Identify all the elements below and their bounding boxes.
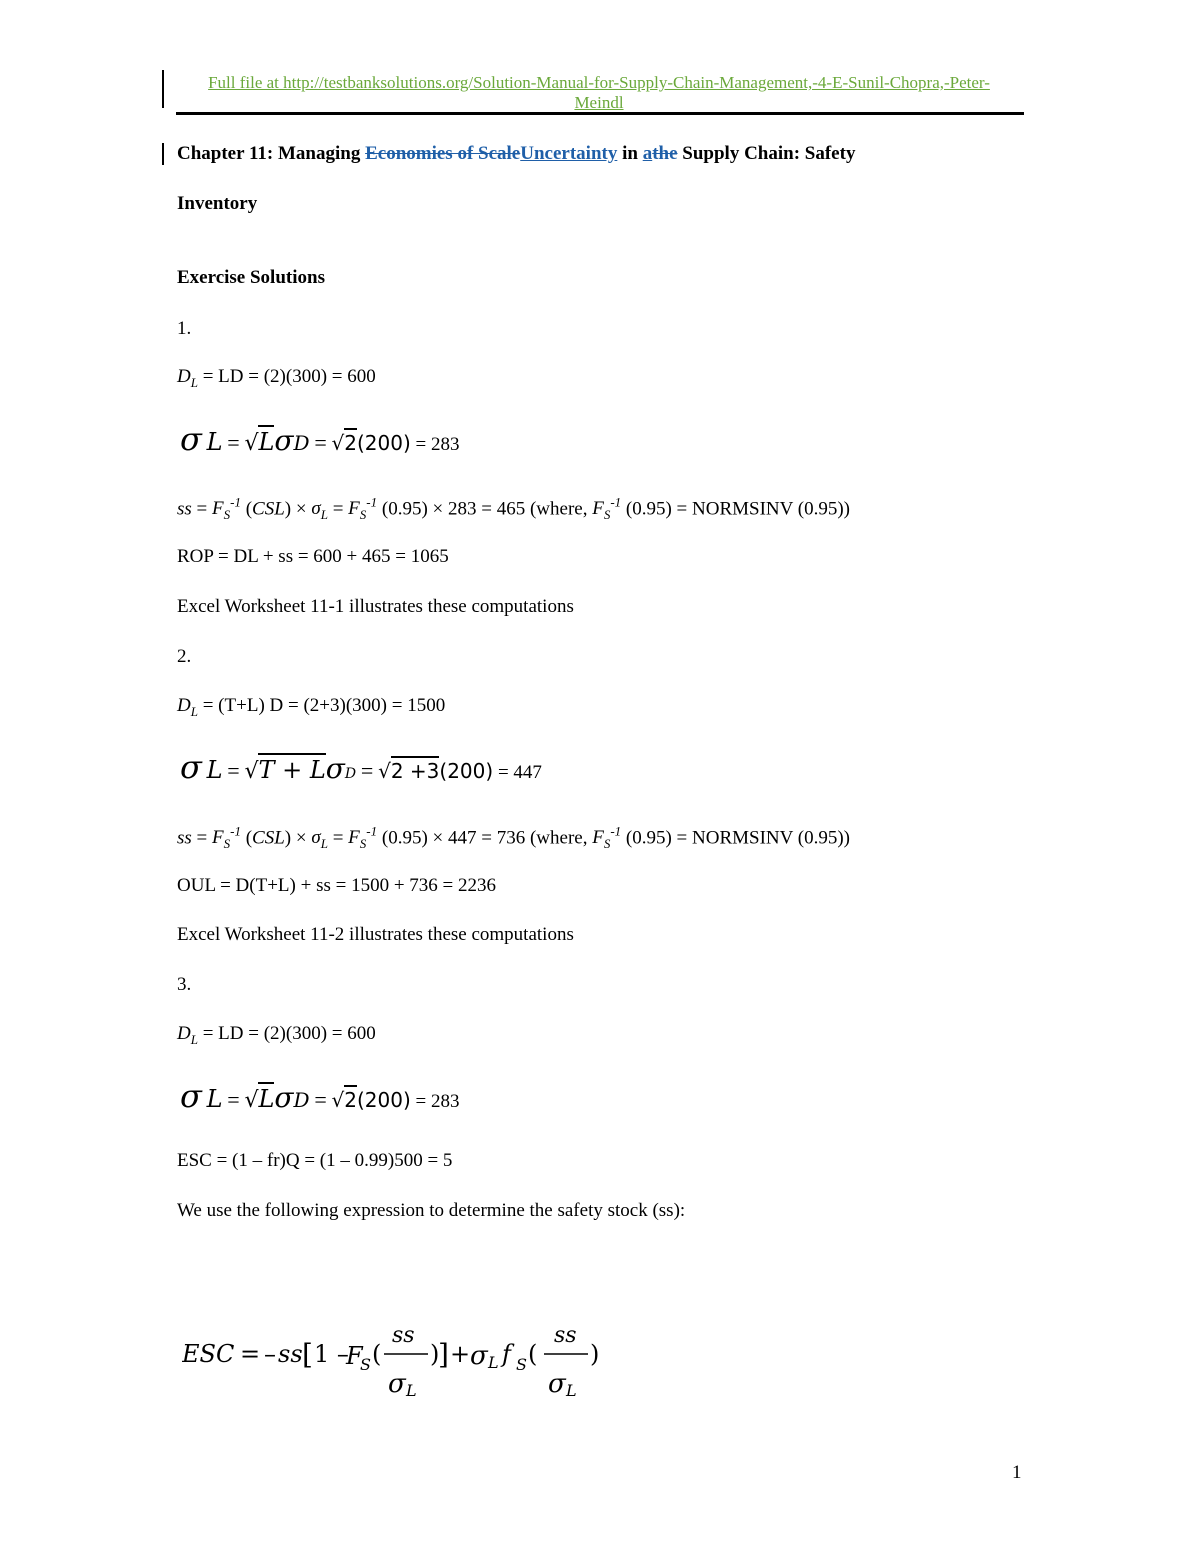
ex3-sigma-formula: σ L = √LσD = √2(200) = 283 <box>180 1077 460 1115</box>
svg-text:(: ( <box>528 1340 538 1368</box>
ex3-text: We use the following expression to determine the safety stock (ss): <box>177 1200 686 1221</box>
svg-text:]: ] <box>438 1338 449 1371</box>
ex3-sigma-result: = 283 <box>415 1091 460 1112</box>
svg-text:ss: ss <box>392 1323 415 1348</box>
svg-text:F: F <box>346 1342 363 1370</box>
section-heading: Exercise Solutions <box>177 267 325 288</box>
svg-text:): ) <box>590 1340 600 1368</box>
ex1-ss-tail: (0.95) = NORMSINV (0.95)) <box>625 498 851 520</box>
svg-text:S: S <box>516 1355 527 1374</box>
ex1-sigma-formula: σ L = √LσD = √2(200) = 283 <box>180 420 460 458</box>
esc-formula <box>182 1318 612 1400</box>
ex1-demand-line: $D_L$ = LD = (2)(300) = 600 <box>177 366 376 390</box>
ex3-demand-line: $D_L$ = LD = (2)(300) = 600 <box>177 1023 376 1047</box>
ex2-ss-tail: (0.95) = NORMSINV (0.95)) <box>625 827 851 849</box>
svg-text:(: ( <box>372 1340 382 1368</box>
page-number: 1 <box>1012 1462 1022 1483</box>
header-rule <box>176 112 1024 115</box>
svg-text:ss: ss <box>554 1323 577 1348</box>
svg-text:ss: ss <box>278 1340 303 1368</box>
svg-text:): ) <box>430 1340 440 1368</box>
source-link-line2[interactable]: Meindl <box>574 93 624 112</box>
ex1-rop: ROP = DL + ss = 600 + 465 = 1065 <box>177 546 449 567</box>
svg-text:S: S <box>360 1355 371 1374</box>
title-inserted-text: Uncertainty <box>520 143 618 164</box>
svg-text:ESC: ESC <box>182 1340 235 1368</box>
svg-text:+: + <box>450 1340 471 1368</box>
source-link-line1[interactable]: Full file at http://testbanksolutions.org/Solution-Manual-for-Supply-Chain-Management,-4-E-Sunil-Chopra,-Peter- <box>208 73 990 92</box>
ex3-number: 3. <box>177 974 192 995</box>
svg-text:–: – <box>264 1340 276 1368</box>
ex2-ss-text: (0.95) × 447 = 736 (where, <box>381 827 593 849</box>
svg-text:σ: σ <box>470 1341 488 1371</box>
source-link[interactable] <box>176 73 1022 113</box>
ex2-oul: OUL = D(T+L) + ss = 1500 + 736 = 2236 <box>177 875 497 896</box>
title-deleted-text: Economies of Scale <box>365 143 521 164</box>
svg-text:σ: σ <box>548 1369 566 1399</box>
title-deleted-article: the <box>652 143 678 164</box>
svg-text:L: L <box>488 1353 499 1372</box>
svg-text:L: L <box>566 1381 577 1400</box>
svg-text:f: f <box>502 1340 511 1368</box>
ex2-excel-note: Excel Worksheet 11-2 illustrates these computations <box>177 924 574 945</box>
chapter-title-line2: Inventory <box>177 193 258 214</box>
ex1-safety-stock: ss = $F_S^{-1}$ $(CSL) \times \sigma_L = F_S^{-1}$ (0.95) × 283 = 465 (where, $F_S^{-1}$ (0.95) = NORMSINV (0.95)) <box>177 495 851 523</box>
svg-text:[: [ <box>302 1338 313 1371</box>
ex1-sigma-result: = 283 <box>415 434 460 455</box>
svg-text:1 –: 1 – <box>314 1340 349 1368</box>
svg-text:=: = <box>240 1340 261 1368</box>
ex2-sigma-result: = 447 <box>497 762 542 783</box>
svg-text:L: L <box>406 1381 417 1400</box>
ex2-demand-line: $D_L = (T+L) D = (2+3)(300) = 1500$ <box>177 695 446 719</box>
title-prefix: Chapter 11: Managing <box>177 143 366 164</box>
change-bar-header <box>162 70 164 108</box>
title-suffix: Supply Chain: Safety <box>677 143 856 164</box>
ex1-excel-note: Excel Worksheet 11-1 illustrates these computations <box>177 596 574 617</box>
change-bar-title <box>162 143 164 165</box>
title-inserted-article: a <box>642 143 653 164</box>
chapter-title <box>177 143 855 165</box>
svg-text:σ: σ <box>388 1369 406 1399</box>
ex1-ss-text: (0.95) × 283 = 465 (where, <box>381 498 593 520</box>
ex2-safety-stock: ss = $F_S^{-1}$ $(CSL) \times \sigma_L = F_S^{-1}$ (0.95) × 447 = 736 (where, $F_S^{-1}$ (0.95) = NORMSINV (0.95)) <box>177 824 851 852</box>
ex1-number: 1. <box>177 318 192 339</box>
title-middle: in <box>617 143 643 164</box>
ex2-demand-text: = (T+L) D = (2+3)(300) = 1500 <box>202 695 446 716</box>
ex3-demand-text: = LD = (2)(300) = 600 <box>202 1023 376 1044</box>
ex2-sigma-formula: σ L = √T + LσD = √2 +3(200) = 447 <box>180 748 542 786</box>
ex2-number: 2. <box>177 646 192 667</box>
ex3-esc: ESC = (1 – fr)Q = (1 – 0.99)500 = 5 <box>177 1150 453 1171</box>
ex1-demand-text: = LD = (2)(300) = 600 <box>202 366 376 387</box>
